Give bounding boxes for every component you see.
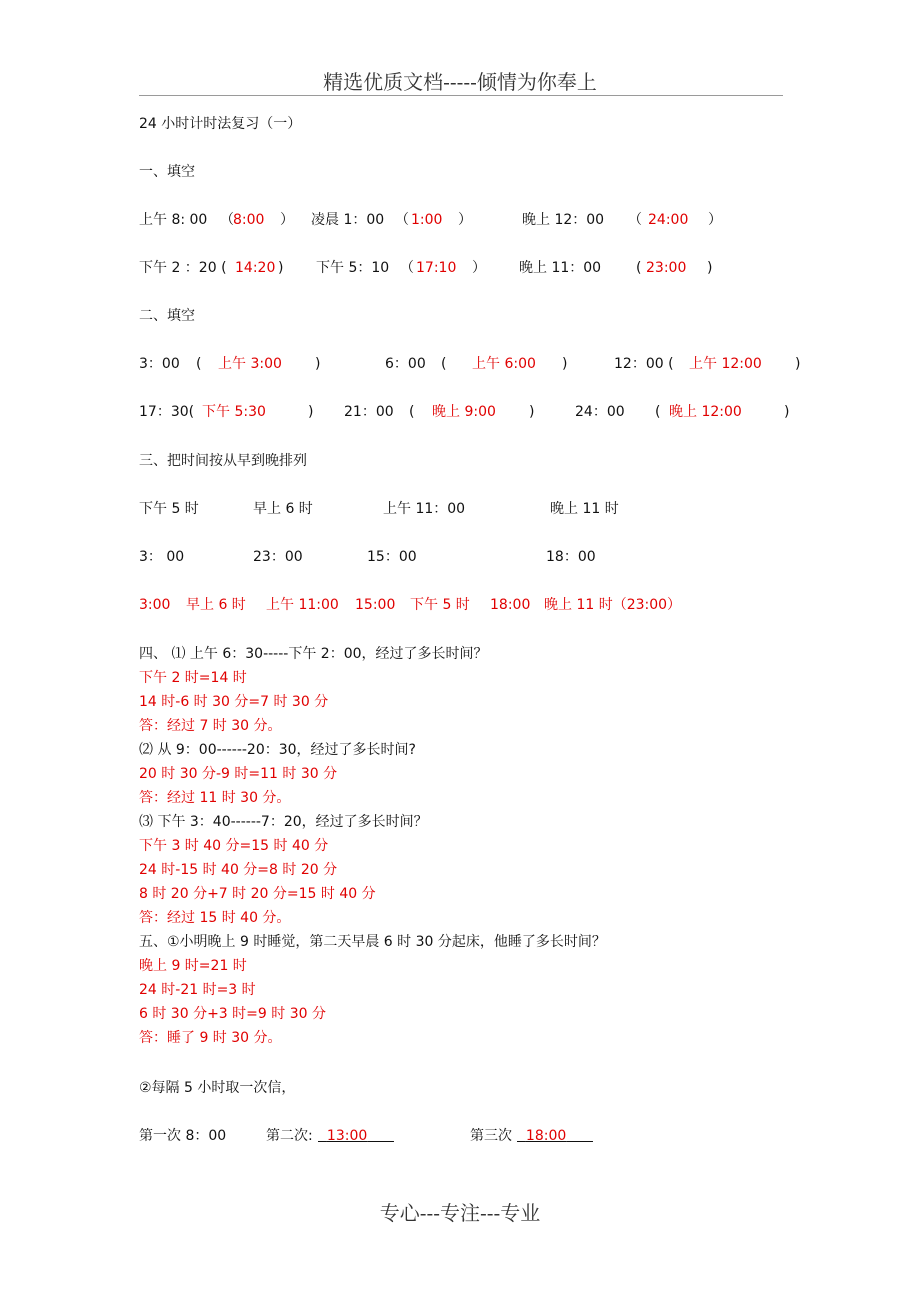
- s3-answer-item: 15:00: [355, 597, 396, 613]
- section2-heading: 二、填空: [139, 308, 195, 324]
- s3-answer-item: 下午 5 时: [410, 597, 470, 613]
- s4-question3: ⑶ 下午 3：40------7：20，经过了多长时间？: [139, 814, 428, 830]
- s3r1-item: 早上 6 时: [253, 501, 313, 517]
- header-rule: [139, 95, 783, 96]
- s5-question2: ②每隔 5 小时取一次信，: [139, 1080, 296, 1096]
- s2r1-q3: 12：00 (: [614, 356, 674, 372]
- s4-answer-line: 20 时 30 分-9 时=11 时 30 分: [139, 766, 338, 782]
- s2r2-rp2: ): [529, 404, 535, 420]
- s1r2-q3: 晚上 11：00: [519, 260, 602, 276]
- s1r1-q3: 晚上 12：00: [522, 212, 605, 228]
- s2r2-rp1: ): [308, 404, 314, 420]
- s5-question1: 五、①小明晚上 9 时睡觉，第二天早晨 6 时 30 分起床，他睡了多长时间？: [139, 934, 606, 950]
- s1r1-answer3: 24:00: [648, 212, 689, 228]
- s1r1-lp1: （: [220, 212, 234, 228]
- s3r2-item: 15：00: [367, 549, 417, 565]
- section1-heading: 一、填空: [139, 164, 195, 180]
- s2r1-answer3: 上午 12:00: [689, 356, 762, 372]
- s1r2-answer2: 17:10: [416, 260, 457, 276]
- s5-second-pickup-label: 第二次:: [266, 1128, 313, 1144]
- s5-answer-line: 24 时-21 时=3 时: [139, 982, 256, 998]
- s4-question2: ⑵ 从 9：00------20：30，经过了多长时间?: [139, 742, 416, 758]
- s1r1-rp1: ）: [280, 212, 294, 228]
- s2r1-lp2: (: [441, 356, 447, 372]
- s4-answer-line: 答：经过 15 时 40 分。: [139, 910, 291, 926]
- s4-answer-line: 答：经过 11 时 30 分。: [139, 790, 291, 806]
- s5-answer-line: 晚上 9 时=21 时: [139, 958, 247, 974]
- s1r2-answer3: 23:00: [646, 260, 687, 276]
- s3r2-item: 3： 00: [139, 549, 185, 565]
- s2r1-rp2: ): [562, 356, 568, 372]
- s1r1-answer1: 8:00: [233, 212, 265, 228]
- s3r1-item: 下午 5 时: [139, 501, 199, 517]
- s1r2-rp3: ): [707, 260, 713, 276]
- page-footer: 专心---专注---专业: [379, 1201, 541, 1225]
- s1r2-rp1: ): [278, 260, 284, 276]
- s4-question1: 四、 ⑴ 上午 6：30-----下午 2：00，经过了多长时间？: [139, 646, 488, 662]
- s2r2-answer2: 晚上 9:00: [432, 404, 496, 420]
- s1r2-lp3: (: [636, 260, 642, 276]
- doc-title: 24 小时计时法复习（一）: [139, 116, 302, 132]
- s2r1-q2: 6：00: [385, 356, 426, 372]
- s3r1-item: 晚上 11 时: [550, 501, 619, 517]
- page-header: 精选优质文档-----倾情为你奉上: [323, 70, 597, 94]
- s2r1-rp1: ): [315, 356, 321, 372]
- s1r1-q2: 凌晨 1：00: [311, 212, 385, 228]
- s3r2-item: 18：00: [546, 549, 596, 565]
- s4-answer-line: 答：经过 7 时 30 分。: [139, 718, 282, 734]
- s1r1-lp2: （: [395, 212, 409, 228]
- s5-first-pickup: 第一次 8：00: [139, 1128, 227, 1144]
- s2r2-q2: 21：00: [344, 404, 394, 420]
- section3-heading: 三、把时间按从早到晚排列: [139, 453, 307, 469]
- s2r2-lp3: (: [655, 404, 661, 420]
- s4-answer-line: 8 时 20 分+7 时 20 分=15 时 40 分: [139, 886, 376, 902]
- s3-answer-item: 早上 6 时: [186, 597, 246, 613]
- s5-third-pickup-value: 18:00: [525, 1128, 567, 1144]
- s5-second-pickup-value: 13:00: [326, 1128, 368, 1144]
- s3-answer-item: 3:00: [139, 597, 171, 613]
- s2r2-lp2: (: [409, 404, 415, 420]
- s1r1-rp2: ）: [458, 212, 472, 228]
- s5-answer-line: 答：睡了 9 时 30 分。: [139, 1030, 282, 1046]
- s4-answer-line: 下午 3 时 40 分=15 时 40 分: [139, 838, 329, 854]
- s3-answer-item: 18:00: [490, 597, 531, 613]
- s2r1-q1: 3：00: [139, 356, 180, 372]
- s5-third-pickup-blank: [517, 1127, 593, 1145]
- s5-second-pickup-blank: [318, 1127, 394, 1145]
- s3-answer-item: 晚上 11 时（23:00）: [544, 597, 682, 613]
- s2r1-answer2: 上午 6:00: [472, 356, 536, 372]
- s2r2-rp3: ): [784, 404, 790, 420]
- s4-answer-line: 14 时-6 时 30 分=7 时 30 分: [139, 694, 329, 710]
- s4-answer-line: 24 时-15 时 40 分=8 时 20 分: [139, 862, 338, 878]
- s1r1-q1: 上午 8: 00: [139, 212, 208, 228]
- s1r2-lp2: （: [400, 260, 414, 276]
- s3r2-item: 23：00: [253, 549, 303, 565]
- s1r2-q2: 下午 5：10: [316, 260, 390, 276]
- s5-answer-line: 6 时 30 分+3 时=9 时 30 分: [139, 1006, 326, 1022]
- s2r1-lp1: (: [196, 356, 202, 372]
- s2r2-answer3: 晚上 12:00: [669, 404, 742, 420]
- s1r1-answer2: 1:00: [411, 212, 443, 228]
- s2r2-answer1: 下午 5:30: [202, 404, 266, 420]
- s2r1-rp3: ): [795, 356, 801, 372]
- s3-answer-item: 上午 11:00: [266, 597, 339, 613]
- s2r1-answer1: 上午 3:00: [218, 356, 282, 372]
- s1r2-answer1: 14:20: [235, 260, 276, 276]
- s2r-q1: 下午 2 ：20 (: [139, 260, 227, 276]
- s4-answer-line: 下午 2 时=14 时: [139, 670, 247, 686]
- s1r1-lp3: （: [628, 212, 642, 228]
- s1r2-rp2: ）: [472, 260, 486, 276]
- s2r2-q1: 17：30(: [139, 404, 195, 420]
- s5-third-pickup-label: 第三次: [470, 1128, 512, 1144]
- s1r1-rp3: ）: [708, 212, 722, 228]
- s2r2-q3: 24：00: [575, 404, 625, 420]
- s3r1-item: 上午 11：00: [383, 501, 466, 517]
